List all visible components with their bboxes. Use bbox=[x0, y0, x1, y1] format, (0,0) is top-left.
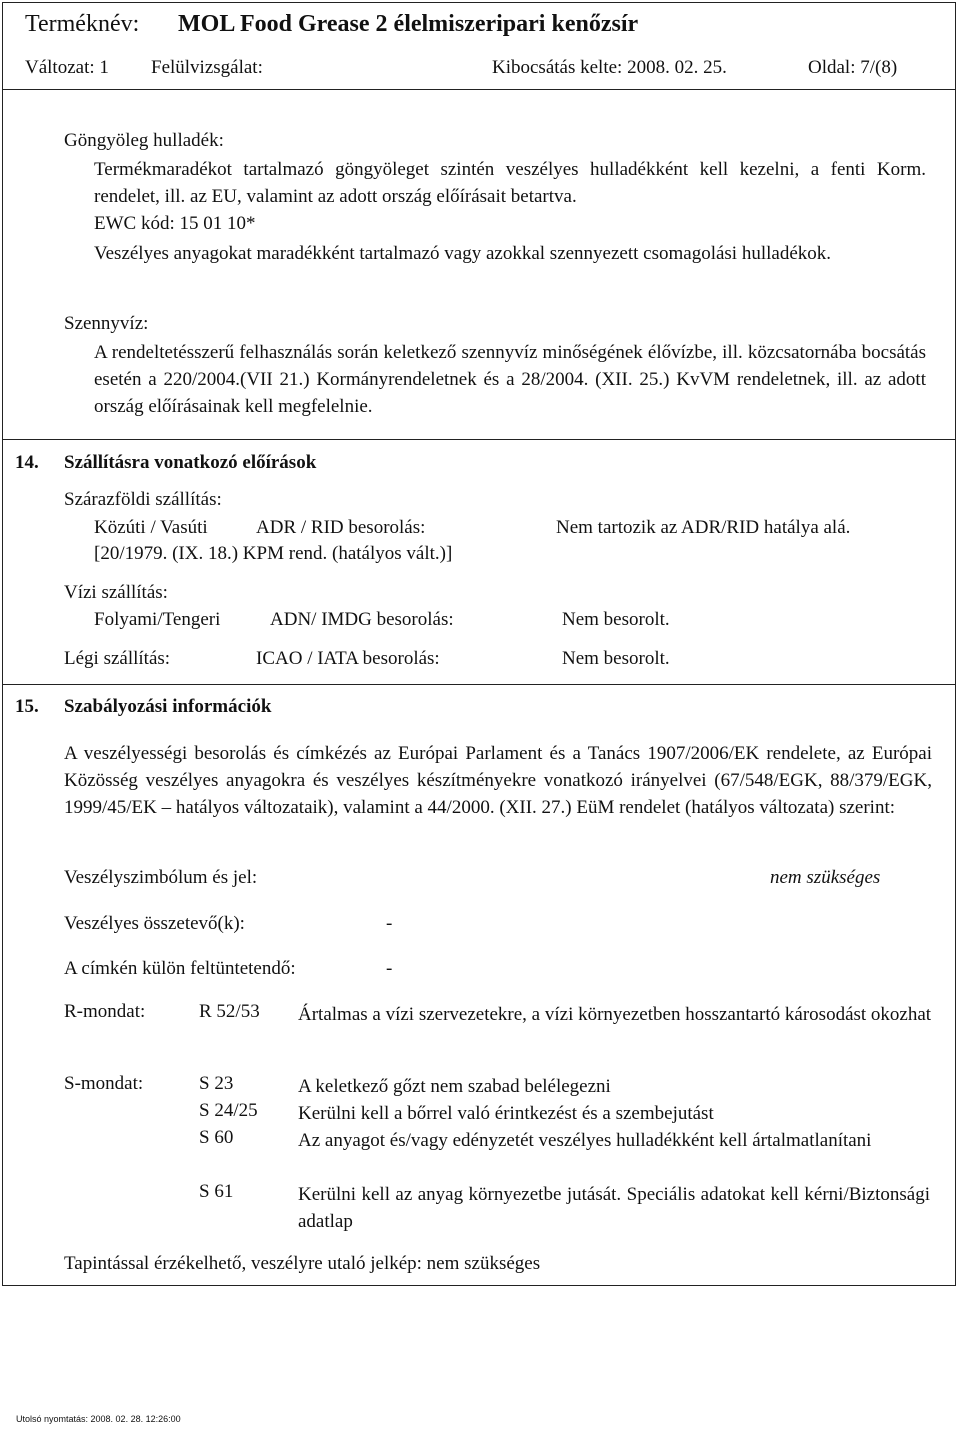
s-phrase-text: Kerülni kell az anyag környezetbe jutását. Speciális adatokat kell kérni/Biztonsági adatlap bbox=[298, 1184, 930, 1232]
r-phrase-label: R-mondat: bbox=[64, 1001, 146, 1022]
header-product-row bbox=[25, 11, 933, 38]
land-transport-class: ADR / RID besorolás: bbox=[256, 517, 426, 538]
review-text: Felülvizsgálat: bbox=[151, 57, 263, 78]
label-label: A címkén külön feltüntetendő: bbox=[64, 958, 296, 979]
issue-date-text: Kibocsátás kelte: 2008. 02. 25. bbox=[492, 57, 727, 78]
s-phrase-text: A keletkező gőzt nem szabad belélegezni bbox=[298, 1076, 611, 1097]
ewc-description: Veszélyes anyagokat maradékként tartalmazó vagy azokkal szennyezett csomagolási hulladékok. bbox=[94, 243, 832, 264]
s-phrase-code: S 23 bbox=[199, 1073, 234, 1094]
label-value: - bbox=[386, 958, 393, 979]
ewc-code: EWC kód: 15 01 10* bbox=[94, 213, 256, 234]
water-transport-value: Nem besorolt. bbox=[562, 609, 670, 630]
document-frame bbox=[2, 2, 956, 1286]
land-transport-title: Szárazföldi szállítás: bbox=[64, 489, 222, 510]
section15-number: 15. bbox=[15, 696, 39, 717]
section14-number: 14. bbox=[15, 452, 39, 473]
header-divider bbox=[3, 89, 955, 90]
product-label: Terméknév: bbox=[25, 11, 140, 37]
wastewater-title: Szennyvíz: bbox=[64, 313, 149, 334]
land-transport-ref: [20/1979. (IX. 18.) KPM rend. (hatályos vált.)] bbox=[94, 543, 453, 564]
packaging-text: Termékmaradékot tartalmazó göngyöleget szintén veszélyes hulladékként kell kezelni, a fenti Korm. rendelet, ill. az EU, valamint az adott ország előírásait betartva. bbox=[94, 159, 926, 207]
air-transport-class: ICAO / IATA besorolás: bbox=[256, 648, 440, 669]
r-phrase-text: Ártalmas a vízi szervezetekre, a vízi környezetben hosszantartó károsodást okozhat bbox=[298, 1004, 932, 1025]
print-footer: Utolsó nyomtatás: 2008. 02. 28. 12:26:00 bbox=[16, 1414, 181, 1424]
section15-divider bbox=[3, 684, 955, 685]
s-phrase-code: S 24/25 bbox=[199, 1100, 258, 1121]
air-transport-value: Nem besorolt. bbox=[562, 648, 670, 669]
land-transport-value: Nem tartozik az ADR/RID hatálya alá. bbox=[556, 517, 851, 538]
r-phrase-code: R 52/53 bbox=[199, 1001, 260, 1022]
air-transport-title: Légi szállítás: bbox=[64, 648, 171, 669]
product-name: MOL Food Grease 2 élelmiszeripari kenőzsír bbox=[178, 11, 639, 37]
section14-divider bbox=[3, 439, 955, 440]
section14-title: Szállításra vonatkozó előírások bbox=[64, 452, 317, 473]
wastewater-text: A rendeltetésszerű felhasználás során keletkező szennyvíz minőségének élővízbe, ill. közcsatornába bocsátás esetén a 220/2004.(VII 21.) Kormányrendeletnek és a 28/2004. (XII. 25.) KvVM rendeletnek, ill. az adott ország előírásainak kell megfelelnie. bbox=[94, 342, 926, 417]
s-phrase-text: Az anyagot és/vagy edényzetét veszélyes hulladékként kell ártalmatlanítani bbox=[298, 1130, 872, 1151]
version-text: Változat: 1 bbox=[25, 57, 109, 78]
regulation-intro: A veszélyességi besorolás és címkézés az Európai Parlament és a Tanács 1907/2006/EK rendelete, az Európai Közösség veszélyes anyagokra és veszélyes készítményekre vonatkozó irányelvei (67/548/EGK, 88/379/EGK, 1999/45/EK – hatályos változataik), valamint a 44/2000. (XII. 27.) EüM rendelet (hatályos változata) szerint: bbox=[64, 743, 932, 818]
component-label: Veszélyes összetevő(k): bbox=[64, 913, 245, 934]
s-phrase-label: S-mondat: bbox=[64, 1073, 144, 1094]
page-number: Oldal: 7/(8) bbox=[808, 57, 898, 78]
tactile-warning-text: Tapintással érzékelhető, veszélyre utaló jelkép: nem szükséges bbox=[64, 1253, 541, 1274]
s-phrase-code: S 61 bbox=[199, 1181, 234, 1202]
land-transport-mode: Közúti / Vasúti bbox=[94, 517, 208, 538]
component-value: - bbox=[386, 913, 393, 934]
s-phrase-code: S 60 bbox=[199, 1127, 234, 1148]
water-transport-title: Vízi szállítás: bbox=[64, 582, 168, 603]
section15-title: Szabályozási információk bbox=[64, 696, 272, 717]
symbol-label: Veszélyszimbólum és jel: bbox=[64, 867, 258, 888]
water-transport-mode: Folyami/Tengeri bbox=[94, 609, 221, 630]
packaging-title: Göngyöleg hulladék: bbox=[64, 130, 224, 151]
symbol-value: nem szükséges bbox=[770, 867, 881, 888]
s-phrase-text: Kerülni kell a bőrrel való érintkezést és a szembejutást bbox=[298, 1103, 714, 1124]
water-transport-class: ADN/ IMDG besorolás: bbox=[270, 609, 454, 630]
